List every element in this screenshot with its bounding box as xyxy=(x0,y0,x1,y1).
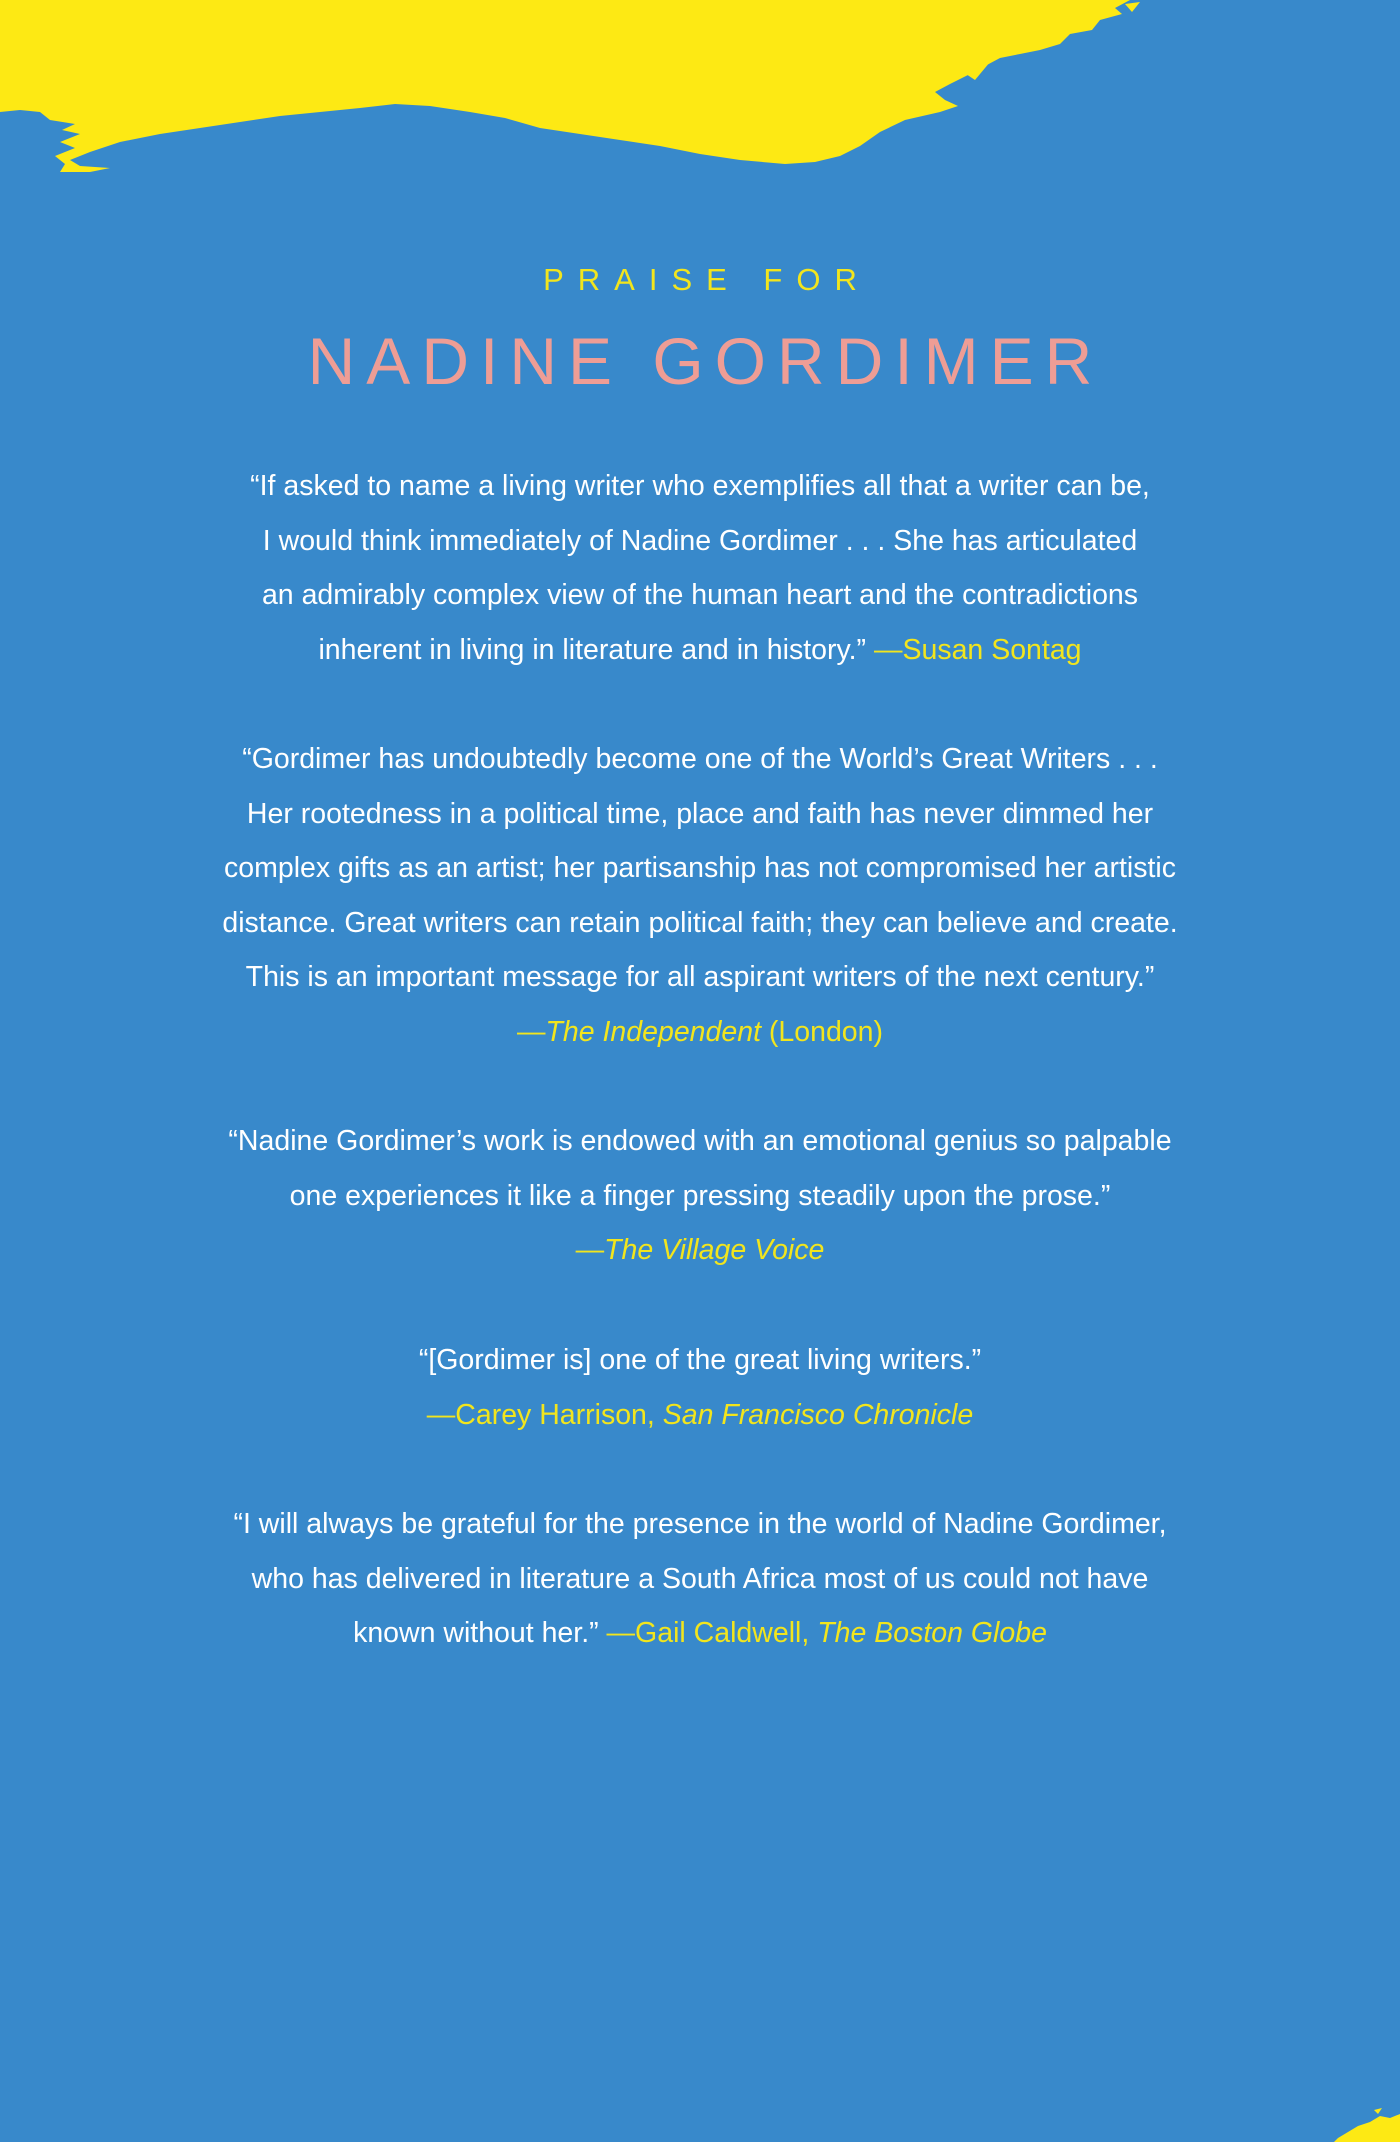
quote-line-with-attribution xyxy=(130,623,1270,678)
quote-line: “Gordimer has undoubtedly become one of the World’s Great Writers . . . xyxy=(242,743,1158,775)
quote-line: Her rootedness in a political time, place and faith has never dimmed her xyxy=(246,797,1154,830)
praise-for-heading: PRAISE FOR xyxy=(543,262,871,297)
quote-attribution xyxy=(607,1617,1047,1649)
attribution-prefix: —Carey Harrison, xyxy=(426,1398,663,1431)
quote-line: I would think immediately of Nadine Gordimer . . . She has articulated xyxy=(262,524,1138,557)
attribution-prefix: — xyxy=(516,1015,546,1048)
yellow-brush-stroke xyxy=(0,0,1400,190)
quote-line: “Nadine Gordimer’s work is endowed with an emotional genius so palpable xyxy=(228,1125,1172,1157)
praise-quote-village-voice xyxy=(130,1114,1270,1278)
quote-line: who has delivered in literature a South Africa most of us could not have xyxy=(251,1562,1149,1595)
quote-line: This is an important message for all aspirant writers of the next century.” xyxy=(245,961,1155,994)
quote-line-with-attribution xyxy=(130,1606,1270,1661)
quote-line: “[Gordimer is] one of the great living writers.” xyxy=(418,1344,982,1376)
author-name-heading: NADINE GORDIMER xyxy=(307,324,1104,398)
quote-attribution xyxy=(130,1223,1270,1278)
attribution-prefix: — xyxy=(575,1234,605,1267)
quote-line: “I will always be grateful for the presence in the world of Nadine Gordimer, xyxy=(233,1508,1167,1540)
attribution-source: The Boston Globe xyxy=(817,1617,1047,1650)
quote-line: an admirably complex view of the human heart and the contradictions xyxy=(261,579,1139,612)
attribution-source: The Village Voice xyxy=(604,1234,825,1267)
quote-attribution xyxy=(130,1005,1270,1060)
attribution-source: The Independent xyxy=(545,1015,761,1048)
quote-line: inherent in living in literature and in history.” xyxy=(318,633,867,666)
attribution-prefix: —Gail Caldwell, xyxy=(606,1617,818,1650)
quote-line: distance. Great writers can retain political faith; they can believe and create. xyxy=(222,906,1178,939)
attribution-source: San Francisco Chronicle xyxy=(662,1398,974,1431)
quote-attribution xyxy=(130,1388,1270,1443)
quote-line: known without her.” xyxy=(353,1617,599,1650)
praise-quote-gail-caldwell xyxy=(130,1497,1270,1661)
attribution-suffix: (London) xyxy=(761,1015,884,1048)
quote-line: one experiences it like a finger pressing steadily upon the prose.” xyxy=(289,1179,1111,1212)
praise-quote-independent xyxy=(130,732,1270,1060)
praise-quote-carey-harrison xyxy=(130,1333,1270,1442)
quote-line: complex gifts as an artist; her partisanship has not compromised her artistic xyxy=(224,852,1176,885)
quote-line: “If asked to name a living writer who exemplifies all that a writer can be, xyxy=(250,470,1150,502)
praise-quote-sontag xyxy=(130,459,1270,677)
yellow-corner-splash xyxy=(1330,2102,1400,2142)
quote-attribution: —Susan Sontag xyxy=(873,633,1082,666)
